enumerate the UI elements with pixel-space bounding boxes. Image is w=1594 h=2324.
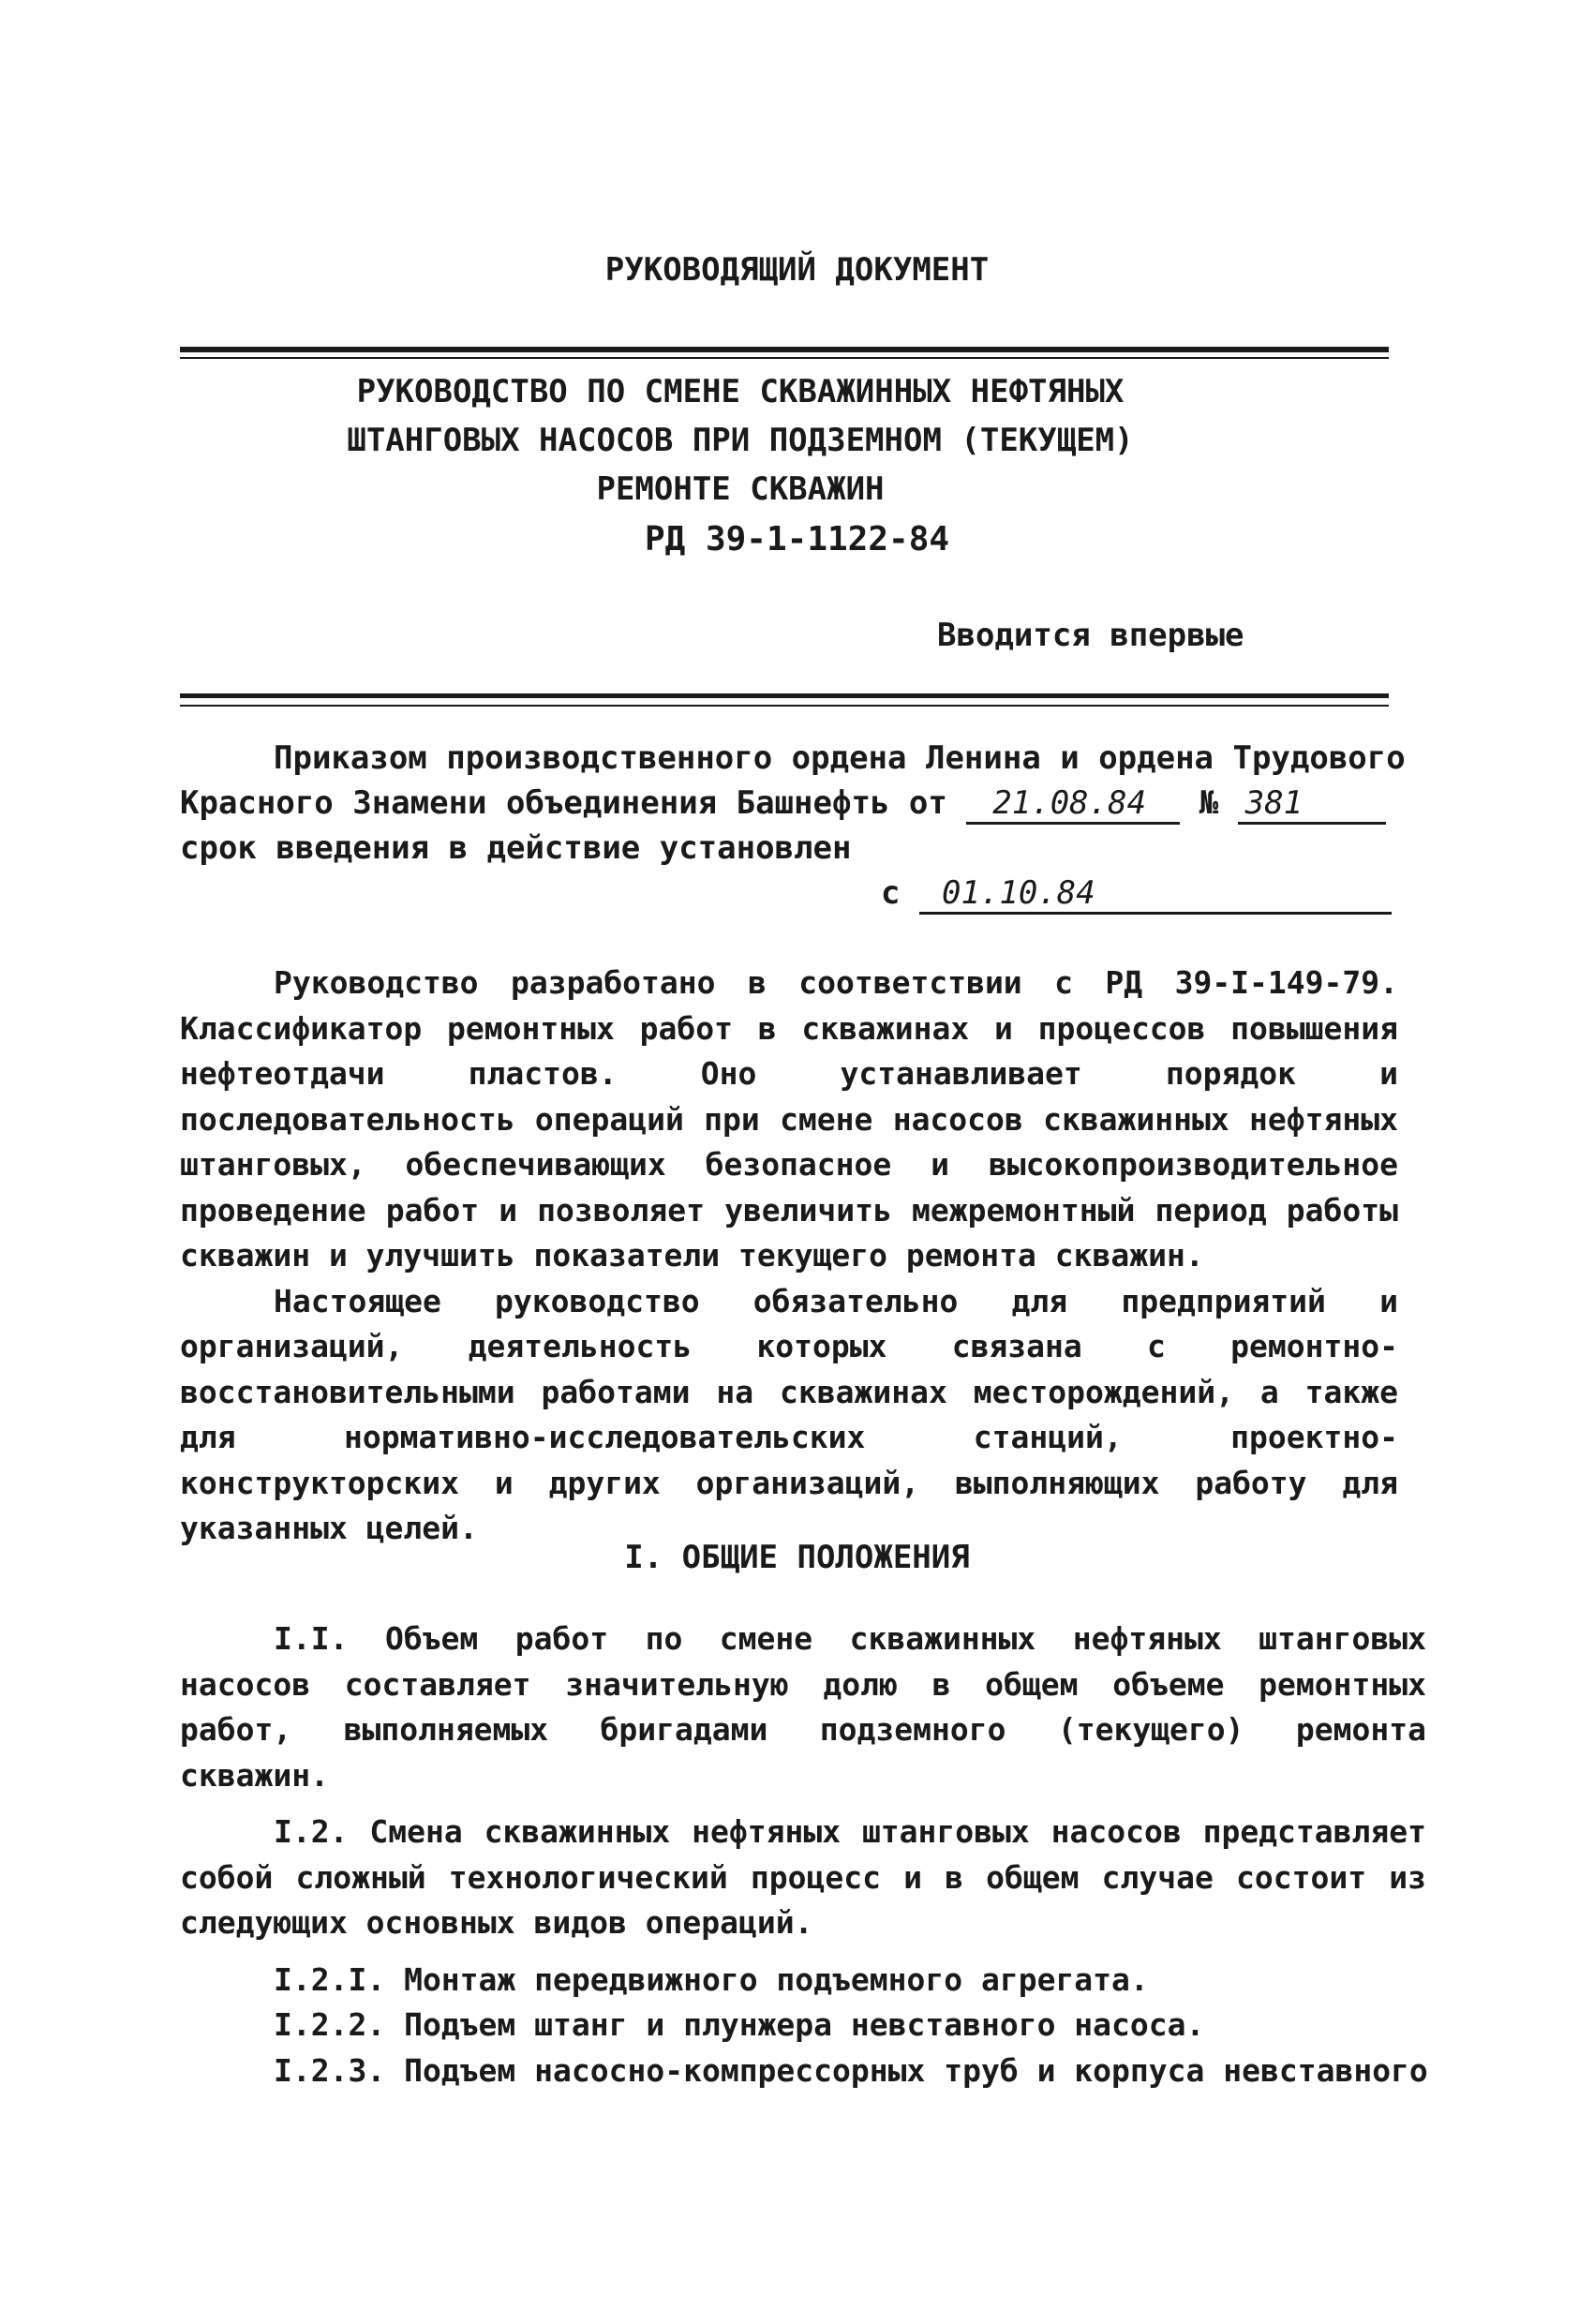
effective-date-line xyxy=(180,871,1398,916)
order-text-3: срок введения в действие установлен xyxy=(180,829,852,867)
intro-note: Вводится впервые xyxy=(937,617,1244,654)
order-date: 21.08.84 xyxy=(966,784,1180,825)
bottom-divider xyxy=(180,693,1389,698)
clause-1-2-2: I.2.2. Подъем штанг и плунжера невставного насоса. xyxy=(274,2006,1205,2043)
order-line-3 xyxy=(180,826,1398,871)
order-line-1 xyxy=(180,736,1406,781)
title-line-3: РЕМОНТЕ СКВАЖИН xyxy=(596,470,885,508)
clause-1-2-3: I.2.3. Подъем насосно-компрессорных труб и корпуса невставного xyxy=(274,2051,1428,2089)
title-line-2: ШТАНГОВЫХ НАСОСОВ ПРИ ПОДЗЕМНОМ (ТЕКУЩЕМ) xyxy=(347,422,1134,459)
order-number: 381 xyxy=(1238,784,1386,825)
document-type-heading: РУКОВОДЯЩИЙ ДОКУМЕНТ xyxy=(604,251,990,289)
bottom-divider-thin xyxy=(180,705,1389,707)
clauses xyxy=(180,1616,1426,2093)
body-paragraph-2: Настоящее руководство обязательно для предприятий и организаций, деятельность которых связана с ремонтно-восстановительными работами на скважинах месторождений, а также для нормативно-исследовательских станций, проектно-конструкторских и других организаций, выполняющих работу для указанных целей. xyxy=(180,1282,1398,1546)
document-code: РД 39-1-1122-84 xyxy=(644,520,950,559)
effective-date: 01.10.84 xyxy=(919,874,1392,915)
from-label: с xyxy=(881,874,901,912)
order-text-1: Приказом производственного ордена Ленина и ордена Трудового xyxy=(274,739,1406,777)
body-text xyxy=(180,961,1398,1552)
order-block xyxy=(180,736,1406,916)
body-paragraph-1: Руководство разработано в соответствии с РД 39-I-149-79. Классификатор ремонтных работ в скважинах и процессов повышения нефтеотдачи пластов. Оно устанавливает порядок и последовательность операций при смене насосов скважинных нефтяных штанговых, обеспечивающих безопасное и высокопроизводительное проведение работ и позволяет увеличить межремонтный период работы скважин и улучшить показатели текущего ремонта скважин. xyxy=(180,964,1398,1274)
clause-1-2: I.2. Смена скважинных нефтяных штанговых насосов представляет собой сложный технологический процесс и в общем случае состоит из следующих основных видов операций. xyxy=(180,1813,1426,1941)
order-text-2: Красного Знамени объединения Башнефть от xyxy=(180,784,947,822)
number-sign: № xyxy=(1199,784,1219,822)
clause-1-2-1: I.2.I. Монтаж передвижного подъемного агрегата. xyxy=(274,1960,1149,1998)
document-title xyxy=(272,367,1209,514)
order-line-2 xyxy=(180,781,1398,826)
section-heading: I. ОБЩИЕ ПОЛОЖЕНИЯ xyxy=(624,1539,970,1576)
top-divider xyxy=(180,347,1389,352)
clause-1-1: I.I. Объем работ по смене скважинных нефтяных штанговых насосов составляет значительную долю в общем объеме ремонтных работ, выполняемых бригадами подземного (текущего) ремонта скважин. xyxy=(180,1620,1426,1794)
top-divider-thin xyxy=(180,357,1389,359)
title-line-1: РУКОВОДСТВО ПО СМЕНЕ СКВАЖИННЫХ НЕФТЯНЫХ xyxy=(356,373,1125,410)
